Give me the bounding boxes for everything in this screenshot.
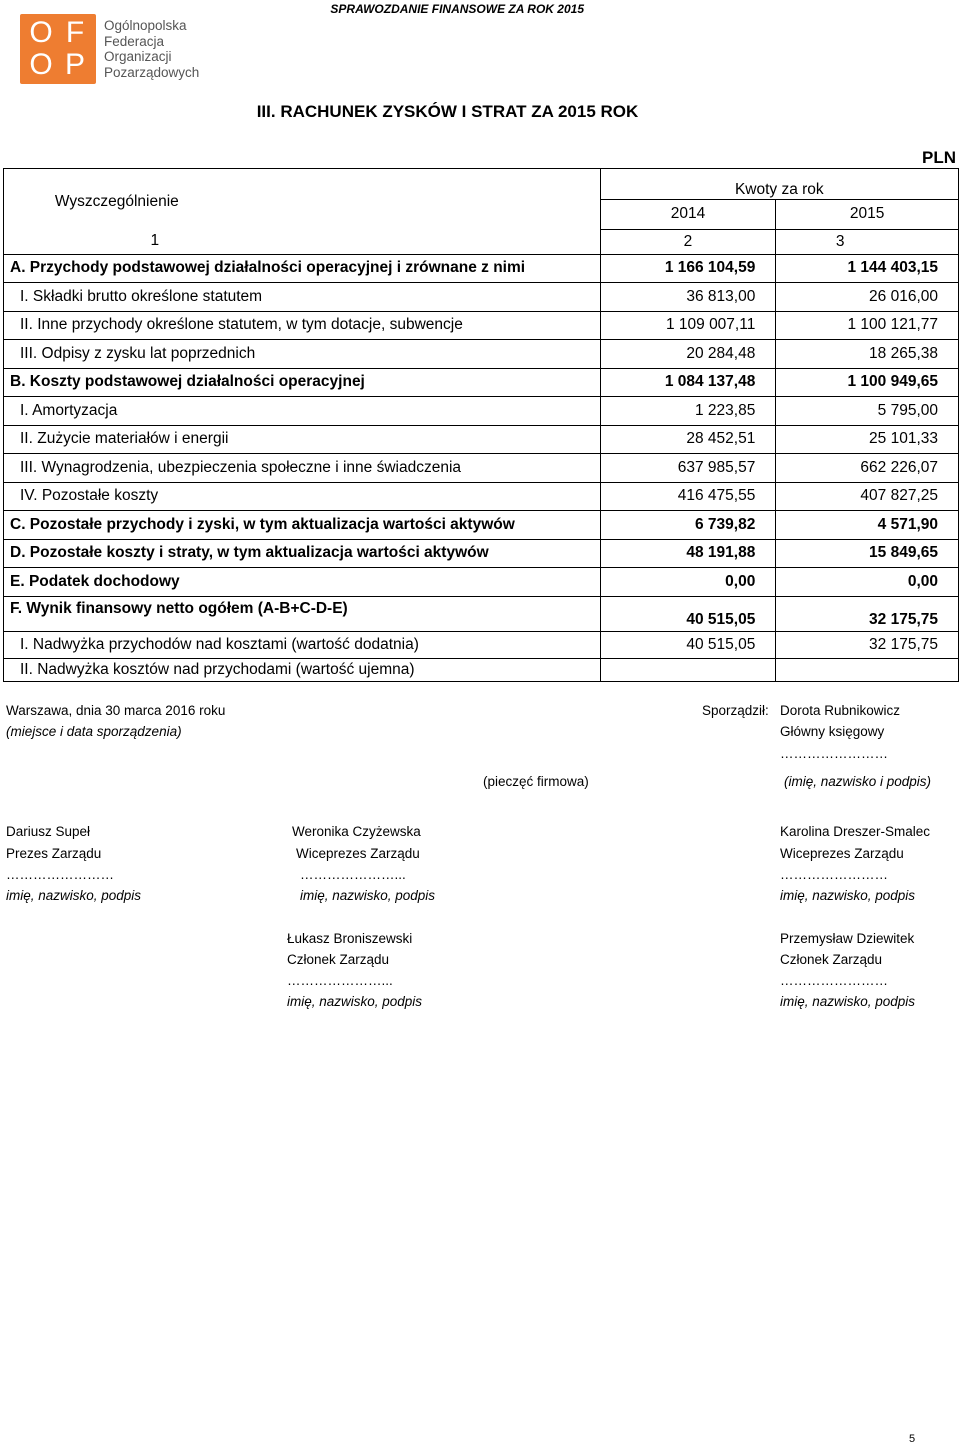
year-2015: 2015	[776, 199, 959, 229]
signature-line: ……………………	[780, 746, 888, 761]
table-row	[4, 631, 959, 658]
value-2015: 4 571,90	[776, 511, 959, 540]
prepared-by-label: Sporządził:	[702, 703, 769, 718]
page-number: 5	[909, 1433, 916, 1445]
income-statement-table	[3, 168, 959, 682]
value-2015: 26 016,00	[776, 283, 959, 312]
signer-caption: imię, nazwisko, podpis	[780, 994, 916, 1009]
value-2015: 1 100 949,65	[776, 368, 959, 397]
table-row	[4, 596, 959, 631]
table-row	[4, 539, 959, 568]
place-date: Warszawa, dnia 30 marca 2016 roku	[6, 703, 226, 718]
table-row	[4, 340, 959, 369]
value-2014	[600, 658, 776, 681]
row-label: III. Odpisy z zysku lat poprzednich	[4, 340, 601, 369]
signature-line: …………………...	[300, 867, 406, 882]
signature-line: ……………………	[780, 973, 888, 988]
logo-wordmark	[104, 18, 199, 80]
row-label: C. Pozostałe przychody i zyski, w tym aktualizacja wartości aktywów	[4, 511, 601, 540]
logo-letter: O	[29, 48, 53, 81]
value-2015: 1 100 121,77	[776, 311, 959, 340]
signer-name: Dariusz Supeł	[6, 824, 91, 839]
signer-role: Wiceprezes Zarządu	[780, 846, 904, 861]
signer-name: Karolina Dreszer-Smalec	[780, 824, 931, 839]
table-row	[4, 454, 959, 483]
value-2015: 1 144 403,15	[776, 254, 959, 283]
prepared-by-name: Dorota Rubnikowicz	[780, 703, 901, 718]
value-2014: 1 166 104,59	[600, 254, 776, 283]
table-numbering-row	[4, 229, 959, 254]
row-label: I. Amortyzacja	[4, 397, 601, 426]
row-label: B. Koszty podstawowej działalności operacyjnej	[4, 368, 601, 397]
table-row	[4, 658, 959, 681]
row-label: A. Przychody podstawowej działalności operacyjnej i zrównane z nimi	[4, 254, 601, 283]
table-row	[4, 511, 959, 540]
value-2014: 48 191,88	[600, 539, 776, 568]
table-row	[4, 397, 959, 426]
table-row	[4, 482, 959, 511]
table-row	[4, 283, 959, 312]
table-row	[4, 254, 959, 283]
value-2014: 28 452,51	[600, 425, 776, 454]
value-2015: 407 827,25	[776, 482, 959, 511]
logo-word: Federacja	[104, 33, 165, 49]
signature-line: ……………………	[6, 867, 114, 882]
col-header-amounts	[600, 169, 958, 200]
table-header-row	[4, 169, 959, 200]
value-2015: 662 226,07	[776, 454, 959, 483]
row-label: E. Podatek dochodowy	[4, 568, 601, 597]
logo-letter: P	[64, 48, 85, 81]
currency-label: PLN	[922, 148, 956, 167]
prepared-caption: (imię, nazwisko i podpis)	[784, 774, 932, 789]
value-2014: 40 515,05	[600, 596, 776, 631]
ofop-logo	[20, 14, 200, 86]
value-2015: 32 175,75	[776, 596, 959, 631]
logo-letter: O	[29, 16, 53, 49]
value-2014: 1 223,85	[600, 397, 776, 426]
row-label: II. Zużycie materiałów i energii	[4, 425, 601, 454]
row-label: I. Nadwyżka przychodów nad kosztami (wartość dodatnia)	[4, 631, 601, 658]
value-2015: 32 175,75	[776, 631, 959, 658]
value-2014: 1 084 137,48	[600, 368, 776, 397]
signature-line: ……………………	[780, 867, 888, 882]
logo-word: Ogólnopolska	[104, 18, 187, 33]
table-row	[4, 311, 959, 340]
signer-role: Członek Zarządu	[780, 952, 883, 967]
signer-name: Łukasz Broniszewski	[287, 931, 413, 946]
signer-role: Wiceprezes Zarządu	[296, 846, 420, 861]
value-2014: 416 475,55	[600, 482, 776, 511]
value-2015	[776, 658, 959, 681]
table-row	[4, 368, 959, 397]
logo-letter: F	[65, 16, 85, 49]
row-label: II. Nadwyżka kosztów nad przychodami (wartość ujemna)	[4, 658, 601, 681]
value-2014: 637 985,57	[600, 454, 776, 483]
signature-line: …………………...	[287, 973, 393, 988]
col-header-description-text: Wyszczególnienie	[54, 193, 179, 210]
signer-caption: imię, nazwisko, podpis	[300, 888, 436, 903]
value-2014: 40 515,05	[600, 631, 776, 658]
report-header: SPRAWOZDANIE FINANSOWE ZA ROK 2015	[330, 2, 584, 16]
table-row	[4, 568, 959, 597]
value-2015: 18 265,38	[776, 340, 959, 369]
value-2015: 5 795,00	[776, 397, 959, 426]
logo-word: Pozarządowych	[104, 64, 200, 80]
stamp-caption: (pieczęć firmowa)	[483, 774, 589, 789]
signer-caption: imię, nazwisko, podpis	[6, 888, 142, 903]
value-2014: 36 813,00	[600, 283, 776, 312]
value-2015: 25 101,33	[776, 425, 959, 454]
col-number: 1	[4, 229, 601, 254]
col-header-amounts-text: Kwoty za rok	[734, 180, 824, 198]
col-number: 2	[600, 229, 776, 254]
logo-mark	[20, 14, 96, 84]
row-label: III. Wynagrodzenia, ubezpieczenia społeczne i inne świadczenia	[4, 454, 601, 483]
value-2015: 15 849,65	[776, 539, 959, 568]
signer-role: Prezes Zarządu	[6, 846, 102, 861]
row-label: I. Składki brutto określone statutem	[4, 283, 601, 312]
value-2015: 0,00	[776, 568, 959, 597]
value-2014: 1 109 007,11	[600, 311, 776, 340]
signer-caption: imię, nazwisko, podpis	[780, 888, 916, 903]
signer-caption: imię, nazwisko, podpis	[287, 994, 423, 1009]
row-label: F. Wynik finansowy netto ogółem (A-B+C-D-E)	[4, 596, 601, 631]
prepared-by-role: Główny księgowy	[780, 724, 885, 739]
value-2014: 6 739,82	[600, 511, 776, 540]
logo-word: Organizacji	[104, 49, 172, 64]
col-number: 3	[776, 229, 959, 254]
row-label: II. Inne przychody określone statutem, w tym dotacje, subwencje	[4, 311, 601, 340]
row-label: D. Pozostałe koszty i straty, w tym aktualizacja wartości aktywów	[4, 539, 601, 568]
table-row	[4, 425, 959, 454]
signer-name: Weronika Czyżewska	[292, 824, 421, 839]
row-label: IV. Pozostałe koszty	[4, 482, 601, 511]
section-title-text: III. RACHUNEK ZYSKÓW I STRAT ZA 2015 ROK	[256, 102, 639, 121]
value-2014: 20 284,48	[600, 340, 776, 369]
section-title	[0, 102, 960, 122]
year-2014: 2014	[600, 199, 776, 229]
signer-name: Przemysław Dziewitek	[780, 931, 915, 946]
value-2014: 0,00	[600, 568, 776, 597]
signer-role: Członek Zarządu	[287, 952, 390, 967]
col-header-description	[4, 169, 601, 230]
place-date-caption: (miejsce i data sporządzenia)	[6, 724, 182, 739]
